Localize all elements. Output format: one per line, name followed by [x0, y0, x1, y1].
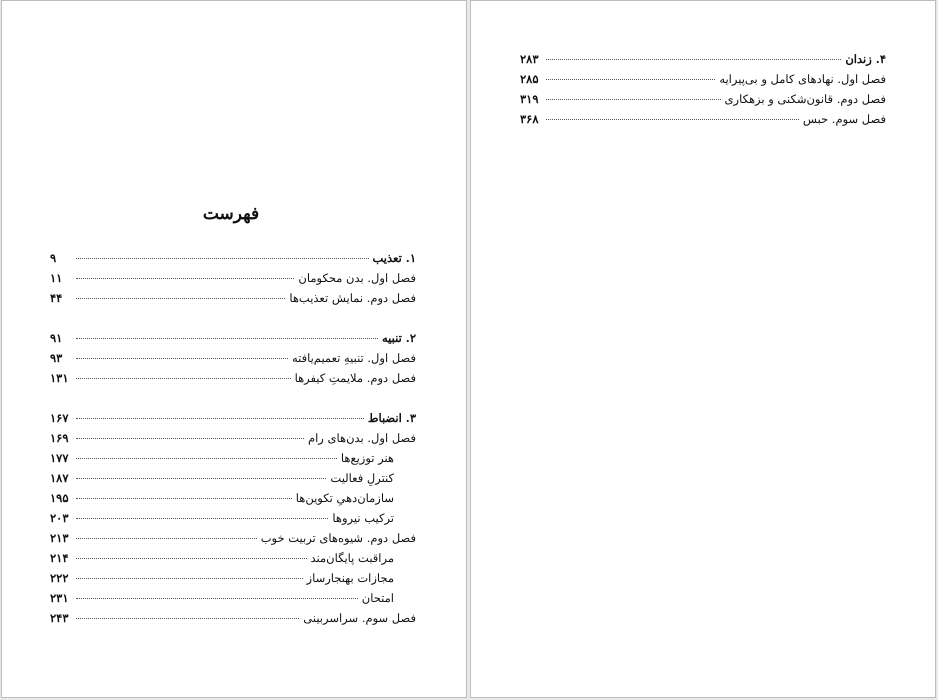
toc-entry-label: ۴. زندان — [845, 52, 886, 66]
dot-leader — [76, 598, 358, 599]
toc-entry-chapter — [50, 608, 416, 628]
toc-entry-label: فصل اول. نهادهای کامل و بی‌پیرایه — [719, 72, 886, 86]
toc-entry-sub — [50, 508, 416, 528]
dot-leader — [76, 538, 257, 539]
toc-section — [50, 328, 416, 388]
toc-entry-page-number: ۲۳۱ — [50, 591, 69, 605]
toc-entry-sub — [50, 448, 416, 468]
toc-entry-sub — [50, 468, 416, 488]
toc-entry-page-number: ۲۴۳ — [50, 611, 69, 625]
dot-leader — [76, 518, 328, 519]
dot-leader — [546, 79, 715, 80]
dot-leader — [76, 378, 291, 379]
toc-entry-page-number: ۲۲۲ — [50, 571, 69, 585]
toc-entry-label: فصل سوم. حبس — [802, 112, 886, 126]
dot-leader — [76, 338, 378, 339]
toc-entry-sub — [50, 548, 416, 568]
toc-entry-label: فصل سوم. سراسربینی — [303, 611, 416, 625]
toc-entry-label: ۲. تنبیه — [382, 331, 416, 345]
dot-leader — [76, 298, 285, 299]
toc-left — [50, 248, 416, 648]
toc-entry-label: مراقبت پایگان‌مند — [310, 551, 394, 565]
dot-leader — [546, 119, 799, 120]
toc-entry-page-number: ۱۷۷ — [50, 451, 69, 465]
toc-entry-chapter — [50, 528, 416, 548]
toc-entry-label: ترکیب نیروها — [332, 511, 394, 525]
toc-entry-page-number: ۱۹۵ — [50, 491, 69, 505]
toc-entry-chapter — [520, 89, 886, 109]
dot-leader — [76, 618, 299, 619]
toc-section — [520, 49, 886, 129]
toc-right — [520, 49, 886, 149]
toc-entry-page-number: ۹۱ — [50, 331, 63, 345]
toc-entry-label: فصل دوم. شیوه‌های تربیت خوب — [260, 531, 416, 545]
toc-title: فهرست — [202, 204, 260, 224]
toc-entry-page-number: ۲۱۳ — [50, 531, 69, 545]
toc-entry-sub — [50, 488, 416, 508]
toc-entry-sub — [50, 588, 416, 608]
toc-entry-label: فصل اول. بدن محکومان — [298, 271, 416, 285]
toc-entry-label: ۱. تعذیب — [372, 251, 416, 265]
toc-entry-chapter — [50, 368, 416, 388]
toc-entry-page-number: ۳۶۸ — [520, 112, 539, 126]
dot-leader — [76, 438, 304, 439]
toc-entry-page-number: ۱۱ — [50, 271, 63, 285]
toc-entry-label: امتحان — [361, 591, 394, 605]
dot-leader — [76, 418, 364, 419]
toc-entry-page-number: ۱۶۹ — [50, 431, 69, 445]
toc-entry-label: مجازات بهنجارساز — [306, 571, 394, 585]
toc-entry-label: هنر توزیع‌ها — [340, 451, 394, 465]
toc-entry-part — [520, 49, 886, 69]
toc-entry-part — [50, 408, 416, 428]
toc-entry-page-number: ۱۳۱ — [50, 371, 69, 385]
dot-leader — [546, 59, 841, 60]
toc-entry-page-number: ۲۰۳ — [50, 511, 69, 525]
toc-entry-chapter — [50, 288, 416, 308]
toc-entry-chapter — [50, 428, 416, 448]
toc-entry-sub — [50, 568, 416, 588]
toc-entry-chapter — [520, 69, 886, 89]
dot-leader — [76, 558, 307, 559]
toc-entry-label: فصل دوم. نمایش تعذیب‌ها — [289, 291, 416, 305]
toc-entry-page-number: ۲۸۵ — [520, 72, 539, 86]
toc-entry-page-number: ۲۱۴ — [50, 551, 69, 565]
toc-entry-label: فصل دوم. قانون‌شکنی و بزهکاری — [724, 92, 886, 106]
toc-entry-part — [50, 328, 416, 348]
toc-entry-label: سازمان‌دهیِ تکوین‌ها — [295, 491, 394, 505]
dot-leader — [76, 578, 303, 579]
dot-leader — [76, 358, 288, 359]
toc-section — [50, 408, 416, 628]
toc-entry-page-number: ۹ — [50, 251, 57, 265]
dot-leader — [76, 458, 337, 459]
toc-entry-label: کنترلِ فعالیت — [330, 471, 394, 485]
dot-leader — [546, 99, 721, 100]
toc-entry-part — [50, 248, 416, 268]
dot-leader — [76, 278, 294, 279]
toc-entry-page-number: ۱۶۷ — [50, 411, 69, 425]
toc-entry-label: فصل اول. بدن‌های رام — [307, 431, 416, 445]
toc-entry-label: فصل دوم. ملایمتِ کیفرها — [294, 371, 416, 385]
toc-entry-page-number: ۳۱۹ — [520, 92, 539, 106]
toc-entry-chapter — [50, 268, 416, 288]
toc-section — [50, 248, 416, 308]
dot-leader — [76, 498, 292, 499]
toc-entry-page-number: ۴۴ — [50, 291, 63, 305]
dot-leader — [76, 478, 326, 479]
toc-entry-page-number: ۱۸۷ — [50, 471, 69, 485]
toc-entry-chapter — [50, 348, 416, 368]
toc-entry-label: ۳. انضباط — [367, 411, 416, 425]
dot-leader — [76, 258, 369, 259]
toc-entry-label: فصل اول. تنبیهِ تعمیم‌یافته — [291, 351, 416, 365]
toc-entry-chapter — [520, 109, 886, 129]
toc-entry-page-number: ۲۸۳ — [520, 52, 539, 66]
toc-entry-page-number: ۹۳ — [50, 351, 63, 365]
